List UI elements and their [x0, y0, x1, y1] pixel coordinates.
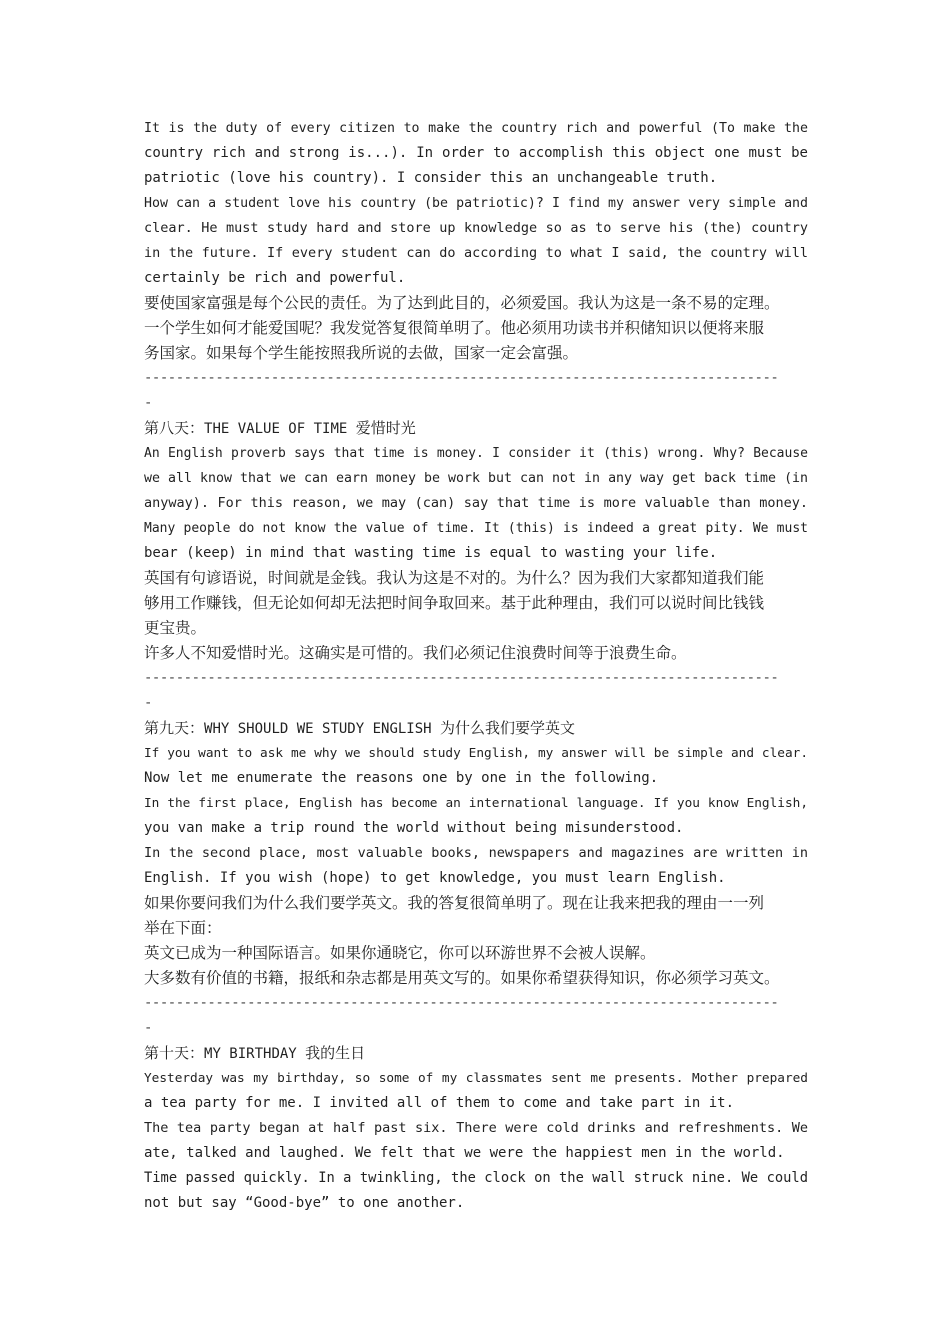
chinese-line: 够用工作赚钱，但无论如何却无法把时间争取回来。基于此种理由，我们可以说时间比钱钱 — [144, 594, 765, 612]
chinese-line: 许多人不知爱惜时光。这确实是可惜的。我们必须记住浪费时间等于浪费生命。 — [144, 644, 687, 662]
paragraph-line: country rich and strong is...). In order to accomplish this object one must be — [144, 145, 808, 161]
chinese-line: 要使国家富强是每个公民的责任。为了达到此目的，必须爱国。我认为这是一条不易的定理。 — [144, 294, 780, 312]
paragraph-line: An English proverb says that time is money. I consider it (this) wrong. Why? Because — [144, 446, 808, 461]
separator-tail: - — [144, 1020, 152, 1036]
chinese-line: 英文已成为一种国际语言。如果你通晓它，你可以环游世界不会被人误解。 — [144, 944, 656, 962]
heading-title-en: MY BIRTHDAY — [204, 1046, 306, 1062]
paragraph-line: Now let me enumerate the reasons one by one in the following. — [144, 770, 659, 786]
paragraph-line: In the second place, most valuable books, newspapers and magazines are written in — [144, 845, 808, 861]
section-heading — [144, 1041, 808, 1066]
paragraph-line: you van make a trip round the world without being misunderstood. — [144, 820, 684, 836]
section-day8 — [144, 416, 808, 666]
paragraph-line: How can a student love his country (be patriotic)? I find my answer very simple and — [144, 196, 808, 211]
heading-title-cn: 爱惜时光 — [355, 419, 416, 437]
paragraph-line: In the first place, English has become an international language. If you know English, — [144, 796, 808, 811]
paragraph-line: anyway). For this reason, we may (can) say that time is more valuable than money. — [144, 495, 808, 511]
section-day10 — [144, 1041, 808, 1216]
paragraph-line: clear. He must study hard and store up knowledge so as to serve his (the) country — [144, 220, 808, 236]
chinese-line: 如果你要问我们为什么我们要学英文。我的答复很简单明了。现在让我来把我的理由一一列 — [144, 894, 765, 912]
paragraph-line: ate, talked and laughed. We felt that we were the happiest men in the world. — [144, 1145, 785, 1161]
section-patriotism — [144, 116, 808, 366]
day-label: 第八天： — [144, 419, 205, 437]
heading-title-cn: 为什么我们要学英文 — [440, 719, 576, 737]
day-label: 第九天： — [144, 719, 205, 737]
separator-line: -------------------------------------------------------------------------------- — [144, 370, 779, 386]
paragraph-line: not but say “Good-bye” to one another. — [144, 1195, 465, 1211]
paragraph-line: Time passed quickly. In a twinkling, the clock on the wall struck nine. We could — [144, 1170, 808, 1186]
paragraph-line: Many people do not know the value of time. It (this) is indeed a great pity. We must — [144, 521, 808, 536]
paragraph-line: Yesterday was my birthday, so some of my classmates sent me presents. Mother prepared — [144, 1071, 808, 1086]
chinese-line: 举在下面： — [144, 919, 222, 937]
separator-tail: - — [144, 395, 152, 411]
chinese-line: 务国家。如果每个学生能按照我所说的去做，国家一定会富强。 — [144, 344, 579, 362]
paragraph-line: bear (keep) in mind that wasting time is equal to wasting your life. — [144, 545, 718, 561]
paragraph-line: The tea party began at half past six. There were cold drinks and refreshments. We — [144, 1120, 808, 1136]
paragraph-line: If you want to ask me why we should study English, my answer will be simple and clear. — [144, 746, 808, 761]
separator-line: -------------------------------------------------------------------------------- — [144, 995, 779, 1011]
heading-title-en: THE VALUE OF TIME — [204, 421, 356, 437]
paragraph-line: we all know that we can earn money be work but can not in any way get back time (in — [144, 471, 808, 486]
chinese-line: 英国有句谚语说，时间就是金钱。我认为这是不对的。为什么？因为我们大家都知道我们能 — [144, 569, 765, 587]
day-label: 第十天： — [144, 1044, 205, 1062]
chinese-line: 大多数有价值的书籍，报纸和杂志都是用英文写的。如果你希望获得知识，你必须学习英文。 — [144, 969, 780, 987]
paragraph-line: It is the duty of every citizen to make the country rich and powerful (To make the — [144, 121, 808, 136]
paragraph-line: patriotic (love his country). I consider this an unchangeable truth. — [144, 170, 718, 186]
paragraph-line: English. If you wish (hope) to get knowledge, you must learn English. — [144, 870, 726, 886]
chinese-line: 更宝贵。 — [144, 619, 207, 637]
heading-title-en: WHY SHOULD WE STUDY ENGLISH — [204, 721, 441, 737]
chinese-line: 一个学生如何才能爱国呢？我发觉答复很简单明了。他必须用功读书并积储知识以便将来服 — [144, 319, 765, 337]
section-heading — [144, 716, 808, 741]
section-heading — [144, 416, 808, 441]
separator-line: -------------------------------------------------------------------------------- — [144, 670, 779, 686]
heading-title-cn: 我的生日 — [305, 1044, 366, 1062]
paragraph-line: in the future. If every student can do according to what I said, the country will — [144, 245, 808, 261]
paragraph-line: certainly be rich and powerful. — [144, 270, 406, 286]
section-day9 — [144, 716, 808, 991]
separator-tail: - — [144, 695, 152, 711]
document-body — [144, 116, 808, 1216]
paragraph-line: a tea party for me. I invited all of them to come and take part in it. — [144, 1095, 735, 1111]
